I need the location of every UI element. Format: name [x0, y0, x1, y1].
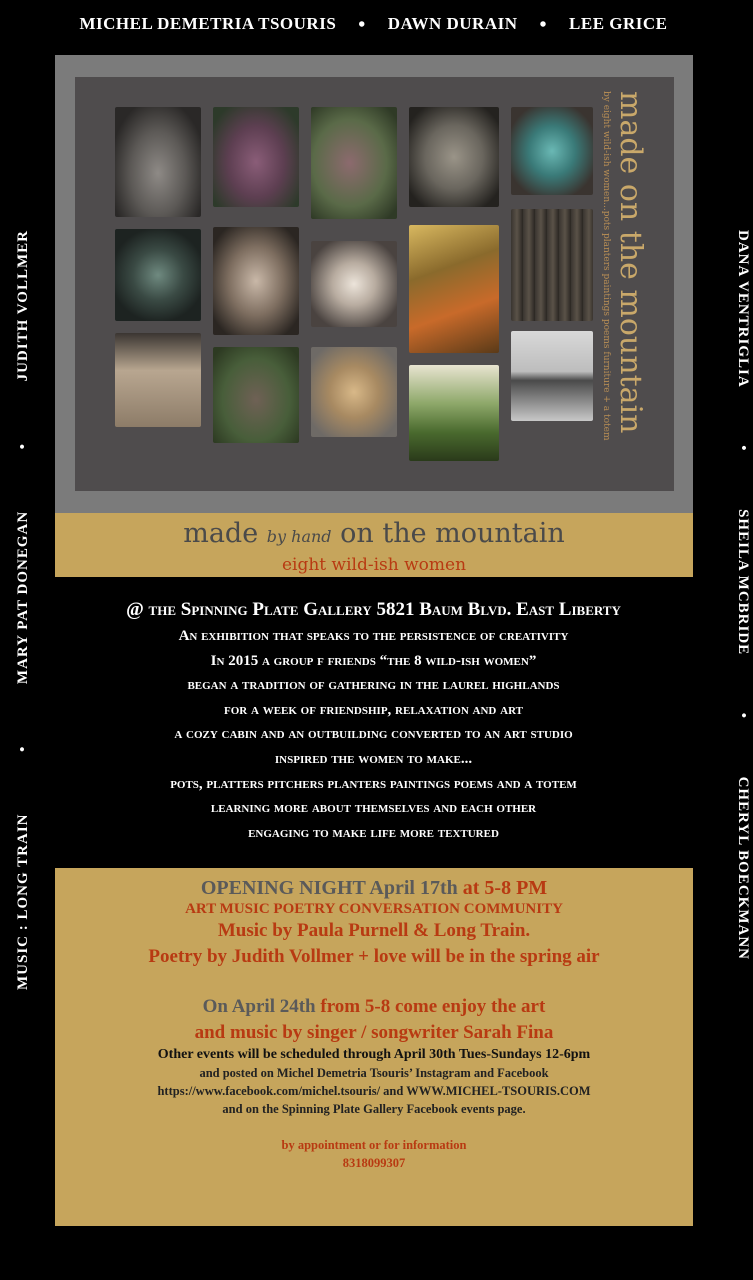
- separator-dot: •: [358, 14, 366, 36]
- poster-title: [588, 91, 648, 481]
- opening-date: April 17th: [369, 877, 458, 899]
- venue-headline: @ the Spinning Plate Gallery 5821 Baum Blvd. East Liberty: [126, 599, 621, 620]
- poster-subtitle-text: by eight wild-ish women...pots planters paintings poems furniture + a totem: [601, 91, 611, 441]
- april24-line2: and music by singer / songwriter Sarah Fina: [194, 1022, 554, 1043]
- artwork-bowl-tile: [409, 107, 499, 207]
- description-line: pots, platters pitchers planters paintings poems and a totem: [170, 775, 577, 792]
- description-line: inspired the women to make...: [274, 750, 473, 767]
- side-name: DANA VENTRIGLIA: [735, 230, 752, 388]
- separator-dot: •: [14, 442, 31, 450]
- band-title-pre: made: [183, 518, 259, 549]
- band-subtitle: eight wild-ish women: [281, 555, 467, 575]
- description-line: began a tradition of gathering in the laurel highlands: [187, 677, 560, 694]
- artwork-cabin-painting-tile: [409, 365, 499, 461]
- opening-label: OPENING NIGHT: [200, 877, 366, 899]
- right-side-names: [733, 230, 752, 960]
- artwork-pitcher-tile: [311, 107, 397, 219]
- music-line: Music by Paula Purnell & Long Train.: [217, 920, 531, 941]
- artist-name: LEE GRICE: [569, 14, 668, 33]
- artist-name: DAWN DURAIN: [387, 14, 518, 33]
- side-name: SHEILA MCBRIDE: [735, 509, 752, 656]
- description-line: for a week of friendship, relaxation and art: [224, 701, 523, 718]
- poster-panel: [75, 77, 674, 491]
- band-title: [55, 517, 693, 554]
- exhibition-poster: [55, 55, 693, 513]
- artwork-vase-tile: [115, 107, 201, 217]
- separator-dot: •: [539, 14, 548, 36]
- side-name: MUSIC : LONG TRAIN: [14, 813, 31, 990]
- opening-time: at 5-8 PM: [462, 877, 548, 899]
- band-title-post: on the mountain: [340, 518, 565, 549]
- exhibition-description: [0, 596, 747, 845]
- appointment-line: by appointment or for information: [281, 1138, 467, 1152]
- themes-line: ART MUSIC POETRY CONVERSATION COMMUNITY: [185, 901, 563, 917]
- artwork-pot-tile: [213, 107, 299, 207]
- side-name: JUDITH VOLLMER: [14, 230, 31, 382]
- artwork-mug-tile: [115, 333, 201, 427]
- april24-line: [55, 994, 693, 1020]
- artwork-sheep-tile: [311, 241, 397, 327]
- gallery-page-line: and on the Spinning Plate Gallery Facebook events page.: [222, 1102, 526, 1116]
- poetry-line: Poetry by Judith Vollmer + love will be in the spring air: [148, 946, 600, 967]
- april24-rest: from 5-8 come enjoy the art: [320, 996, 546, 1017]
- artwork-glass-tile: [511, 107, 593, 195]
- opening-night-line: [55, 876, 693, 900]
- links-line[interactable]: https://www.facebook.com/michel.tsouris/ and WWW.MICHEL-TSOURIS.COM: [157, 1084, 591, 1098]
- artwork-plate-tile: [115, 229, 201, 321]
- artist-name: MICHEL DEMETRIA TSOURIS: [79, 14, 337, 33]
- side-name: MARY PAT DONEGAN: [14, 510, 31, 685]
- side-name: CHERYL BOECKMANN: [735, 776, 752, 960]
- phone-number[interactable]: 8318099307: [342, 1156, 406, 1170]
- artwork-stool-tile: [511, 331, 593, 421]
- top-artist-names: [0, 14, 747, 44]
- event-info-panel: [55, 868, 693, 1226]
- artwork-sculpture-tile: [213, 227, 299, 335]
- description-line: engaging to make life more textured: [248, 824, 499, 841]
- other-events-line: Other events will be scheduled through April 30th Tues-Sundays 12-6pm: [157, 1047, 591, 1062]
- description-line: a cozy cabin and an outbuilding converted to an art studio: [174, 726, 573, 743]
- artwork-dog-bust-tile: [311, 347, 397, 437]
- artwork-totem-tile: [511, 209, 593, 321]
- posted-line: and posted on Michel Demetria Tsouris’ Instagram and Facebook: [199, 1066, 549, 1080]
- artwork-landscape-painting-tile: [409, 225, 499, 353]
- band-title-hand: by hand: [266, 527, 332, 546]
- separator-dot: •: [14, 745, 31, 752]
- separator-dot: •: [735, 445, 752, 452]
- description-line: learning more about themselves and each other: [210, 800, 537, 817]
- description-line: In 2015 a group f friends “the 8 wild-ish women”: [210, 652, 537, 669]
- title-band: [55, 513, 693, 577]
- artwork-dog-figure-tile: [213, 347, 299, 443]
- poster-title-text: made on the mountain: [613, 91, 648, 434]
- april24-date: On April 24th: [202, 996, 316, 1017]
- separator-dot: •: [735, 712, 752, 720]
- description-line: An exhibition that speaks to the persistence of creativity: [178, 628, 569, 644]
